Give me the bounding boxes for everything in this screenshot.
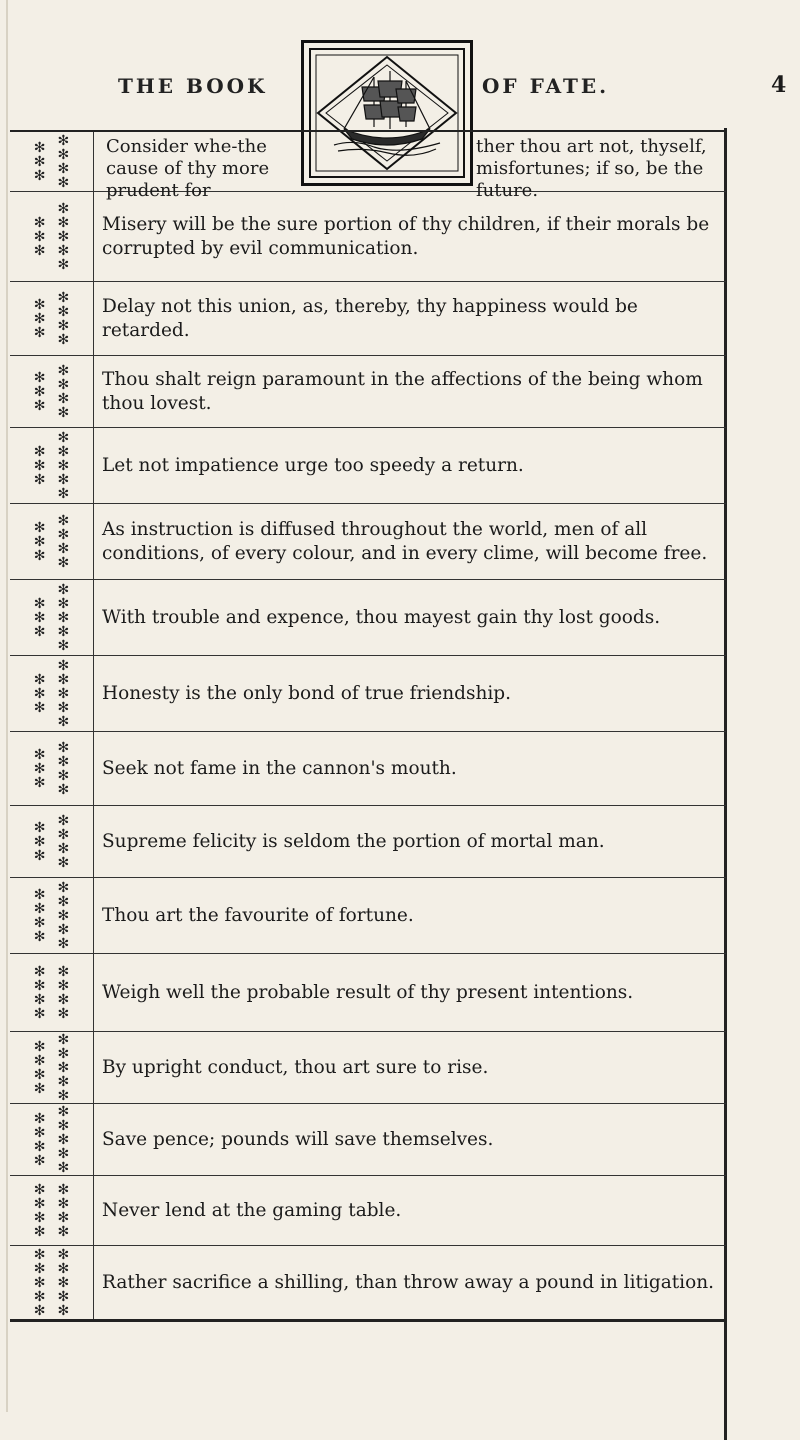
- fortune-text: Supreme felicity is seldom the portion of mortal man.: [102, 830, 605, 852]
- fortune-text: Seek not fame in the cannon's mouth.: [102, 757, 457, 779]
- asterisk-markers: ✻ ✻ ✻ ✻ ✻ ✻ ✻ ✻: [10, 192, 94, 281]
- fortune-row: [10, 1246, 726, 1322]
- asterisk-markers: ✻ ✻ ✻ ✻ ✻ ✻ ✻ ✻ ✻: [10, 878, 94, 953]
- fortune-row: [10, 356, 726, 428]
- fortune-row: [10, 282, 726, 356]
- fortune-row: [10, 428, 726, 504]
- fortune-text: Thou art the favourite of fortune.: [102, 904, 414, 926]
- fortune-text: Save pence; pounds will save themselves.: [102, 1128, 494, 1150]
- asterisk-markers: ✻ ✻ ✻ ✻ ✻ ✻ ✻: [10, 732, 94, 805]
- asterisk-markers: ✻ ✻ ✻ ✻ ✻ ✻ ✻ ✻: [10, 1176, 94, 1245]
- fortune-row: [10, 1176, 726, 1246]
- asterisk-markers: ✻ ✻ ✻ ✻ ✻ ✻ ✻ ✻ ✻: [10, 1032, 94, 1103]
- fortune-row: [10, 580, 726, 656]
- fortune-row: [10, 656, 726, 732]
- fortune-row: [10, 192, 726, 282]
- fortune-text: Delay not this union, as, thereby, thy happiness would be retarded.: [102, 295, 638, 341]
- asterisk-markers: ✻ ✻ ✻ ✻ ✻ ✻ ✻: [10, 356, 94, 427]
- asterisk-markers: ✻ ✻ ✻ ✻ ✻ ✻ ✻: [10, 132, 94, 191]
- fortune-row: [10, 878, 726, 954]
- asterisk-markers: ✻ ✻ ✻ ✻ ✻ ✻ ✻ ✻: [10, 656, 94, 731]
- asterisk-markers: ✻ ✻ ✻ ✻ ✻ ✻ ✻ ✻: [10, 954, 94, 1031]
- asterisk-markers: ✻ ✻ ✻ ✻ ✻ ✻ ✻ ✻ ✻: [10, 1104, 94, 1175]
- fortune-text: By upright conduct, thou art sure to rise.: [102, 1056, 489, 1078]
- asterisk-markers: ✻ ✻ ✻ ✻ ✻ ✻ ✻ ✻: [10, 428, 94, 503]
- fortune-text: Honesty is the only bond of true friendship.: [102, 682, 512, 704]
- fortune-text: With trouble and expence, thou mayest gain thy lost goods.: [102, 606, 661, 628]
- asterisk-markers: ✻ ✻ ✻ ✻ ✻ ✻ ✻ ✻: [10, 580, 94, 655]
- header-left-title: THE BOOK: [118, 74, 268, 98]
- page-number: 4: [771, 72, 787, 98]
- asterisk-markers: ✻ ✻ ✻ ✻ ✻ ✻ ✻: [10, 806, 94, 877]
- header-right-title: OF FATE.: [482, 74, 610, 98]
- fortune-text-right: ther thou art not, thyself, misfortunes; if so, be the future.: [476, 136, 707, 201]
- fortune-row: [10, 1032, 726, 1104]
- fortune-row: [10, 504, 726, 580]
- page-edge: [6, 0, 8, 1412]
- fortune-text: As instruction is diffused throughout the world, men of all conditions, of every colour, and in every clime, will become free.: [102, 518, 708, 564]
- fortune-row: [10, 806, 726, 878]
- fortune-row: [10, 130, 726, 201]
- fortune-row: [10, 1104, 726, 1176]
- fortune-row: [10, 732, 726, 806]
- fortune-text-left: Consider whe-the cause of thy more prudent for: [106, 136, 270, 201]
- asterisk-markers: ✻ ✻ ✻ ✻ ✻ ✻ ✻ ✻ ✻ ✻: [10, 1246, 94, 1319]
- fortune-text: Thou shalt reign paramount in the affections of the being whom thou lovest.: [102, 368, 703, 414]
- fortune-text: Weigh well the probable result of thy present intentions.: [102, 981, 634, 1003]
- fortune-text: Misery will be the sure portion of thy children, if their morals be corrupted by evil communication.: [102, 213, 710, 259]
- asterisk-markers: ✻ ✻ ✻ ✻ ✻ ✻ ✻: [10, 504, 94, 579]
- asterisk-markers: ✻ ✻ ✻ ✻ ✻ ✻ ✻: [10, 282, 94, 355]
- fortune-text: Rather sacrifice a shilling, than throw away a pound in litigation.: [102, 1271, 715, 1293]
- fortune-row: [10, 954, 726, 1032]
- fortune-text: Let not impatience urge too speedy a return.: [102, 454, 524, 476]
- fortune-text: Never lend at the gaming table.: [102, 1199, 402, 1221]
